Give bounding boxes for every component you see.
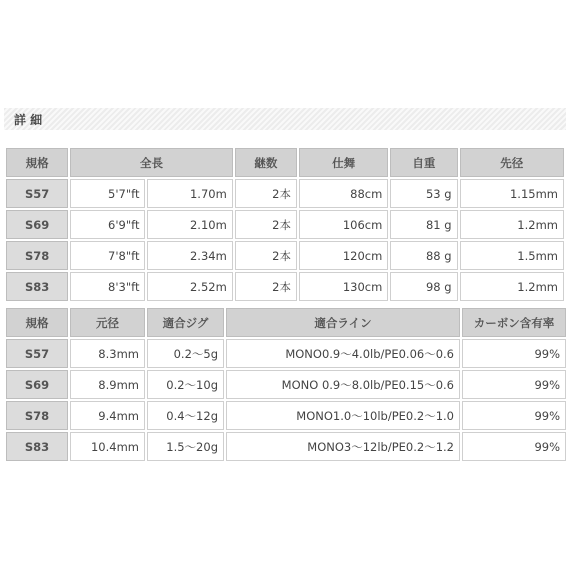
closed-length-cell: 106cm: [299, 210, 388, 239]
spec-table-1: [4, 146, 566, 303]
header-carbon-content: カーボン含有率: [462, 308, 566, 337]
model-cell: S57: [6, 339, 68, 368]
table-header-row: [6, 308, 566, 337]
model-cell: S83: [6, 272, 68, 301]
jig-weight-cell: 0.2～10g: [147, 370, 224, 399]
weight-cell: 81 g: [390, 210, 457, 239]
line-cell: MONO0.9～4.0lb/PE0.06～0.6: [226, 339, 460, 368]
model-cell: S83: [6, 432, 68, 461]
section-title-bar: [4, 108, 566, 130]
carbon-content-cell: 99%: [462, 401, 566, 430]
header-butt-diameter: 元径: [70, 308, 145, 337]
section-title: 詳 細: [14, 113, 43, 127]
header-weight: 自重: [390, 148, 457, 177]
jig-weight-cell: 0.2～5g: [147, 339, 224, 368]
butt-diameter-cell: 9.4mm: [70, 401, 145, 430]
header-pieces: 継数: [235, 148, 297, 177]
header-jig-weight: 適合ジグ: [147, 308, 224, 337]
butt-diameter-cell: 8.3mm: [70, 339, 145, 368]
length-ft-cell: 7'8"ft: [70, 241, 145, 270]
table-row: [6, 210, 564, 239]
tip-diameter-cell: 1.5mm: [460, 241, 564, 270]
closed-length-cell: 88cm: [299, 179, 388, 208]
table-row: [6, 401, 566, 430]
table-row: [6, 432, 566, 461]
line-cell: MONO 0.9～8.0lb/PE0.15～0.6: [226, 370, 460, 399]
tip-diameter-cell: 1.2mm: [460, 210, 564, 239]
closed-length-cell: 130cm: [299, 272, 388, 301]
length-m-cell: 2.34m: [147, 241, 232, 270]
weight-cell: 88 g: [390, 241, 457, 270]
table-header-row: [6, 148, 564, 177]
spec-table-2: [4, 306, 568, 463]
length-m-cell: 2.52m: [147, 272, 232, 301]
header-line: 適合ライン: [226, 308, 460, 337]
table-row: [6, 370, 566, 399]
length-m-cell: 1.70m: [147, 179, 232, 208]
length-ft-cell: 8'3"ft: [70, 272, 145, 301]
butt-diameter-cell: 8.9mm: [70, 370, 145, 399]
header-model: 規格: [6, 308, 68, 337]
length-ft-cell: 6'9"ft: [70, 210, 145, 239]
header-model: 規格: [6, 148, 68, 177]
butt-diameter-cell: 10.4mm: [70, 432, 145, 461]
header-tip-diameter: 先径: [460, 148, 564, 177]
model-cell: S78: [6, 241, 68, 270]
carbon-content-cell: 99%: [462, 370, 566, 399]
table-row: [6, 272, 564, 301]
line-cell: MONO3～12lb/PE0.2～1.2: [226, 432, 460, 461]
pieces-cell: 2本: [235, 179, 297, 208]
table-row: [6, 179, 564, 208]
line-cell: MONO1.0～10lb/PE0.2～1.0: [226, 401, 460, 430]
pieces-cell: 2本: [235, 210, 297, 239]
table-row: [6, 241, 564, 270]
tip-diameter-cell: 1.2mm: [460, 272, 564, 301]
model-cell: S69: [6, 210, 68, 239]
jig-weight-cell: 0.4～12g: [147, 401, 224, 430]
closed-length-cell: 120cm: [299, 241, 388, 270]
length-m-cell: 2.10m: [147, 210, 232, 239]
weight-cell: 53 g: [390, 179, 457, 208]
model-cell: S78: [6, 401, 68, 430]
pieces-cell: 2本: [235, 272, 297, 301]
model-cell: S57: [6, 179, 68, 208]
weight-cell: 98 g: [390, 272, 457, 301]
jig-weight-cell: 1.5～20g: [147, 432, 224, 461]
carbon-content-cell: 99%: [462, 432, 566, 461]
header-closed-length: 仕舞: [299, 148, 388, 177]
pieces-cell: 2本: [235, 241, 297, 270]
header-length: 全長: [70, 148, 233, 177]
model-cell: S69: [6, 370, 68, 399]
carbon-content-cell: 99%: [462, 339, 566, 368]
length-ft-cell: 5'7"ft: [70, 179, 145, 208]
table-row: [6, 339, 566, 368]
tip-diameter-cell: 1.15mm: [460, 179, 564, 208]
